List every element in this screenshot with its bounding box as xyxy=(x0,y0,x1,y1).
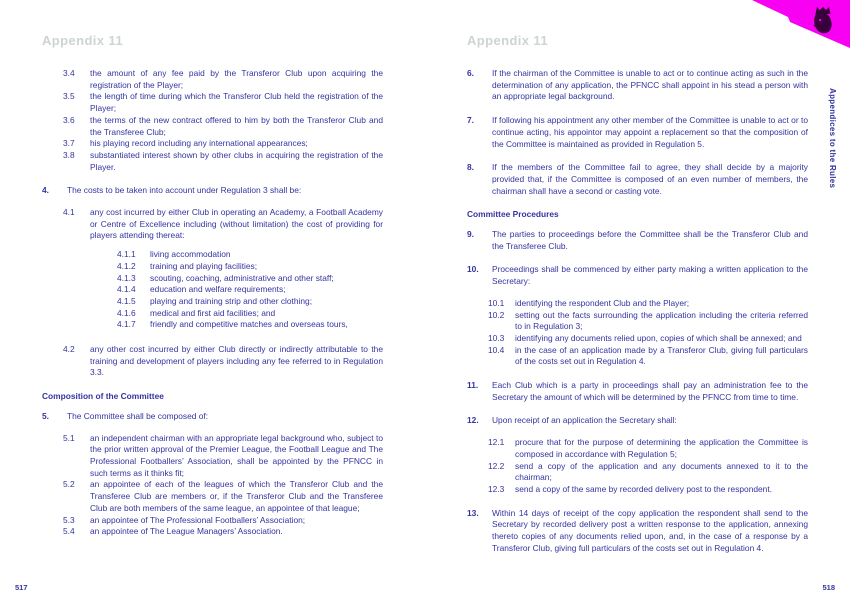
clause-text: identifying any documents relied upon, copies of which shall be annexed; and xyxy=(515,332,802,343)
page-number-right: 518 xyxy=(822,583,835,592)
clause-text: send a copy of the same by recorded delivery post to the respondent. xyxy=(515,483,772,494)
right-page-body xyxy=(467,68,808,555)
clause-9 xyxy=(467,229,808,252)
appendices-sidebar-label: Appendices to the Rules xyxy=(828,88,837,189)
clause-number: 10.3 xyxy=(488,332,505,343)
clause-6 xyxy=(467,68,808,103)
clause-12 xyxy=(467,415,808,427)
clause-12-1 xyxy=(467,437,808,460)
clause-7 xyxy=(467,115,808,150)
clause-4-2 xyxy=(42,344,383,379)
clause-text: any cost incurred by either Club in operating an Academy, a Football Academy or Centre of Excellence including (without limitation) the cost of providing for players attending thereat: xyxy=(90,207,383,241)
clause-number: 4.1.7 xyxy=(117,319,136,330)
clause-text: his playing record including any international appearances; xyxy=(90,138,308,149)
left-page-body xyxy=(42,68,383,538)
clause-5-3 xyxy=(42,515,383,527)
clause-text: training and playing facilities; xyxy=(150,260,258,271)
clause-5-2 xyxy=(42,479,383,514)
clause-number: 3.7 xyxy=(63,138,75,149)
clause-text: Upon receipt of an application the Secretary shall: xyxy=(492,415,677,426)
clause-number: 8. xyxy=(467,162,474,173)
clause-text: send a copy of the application and any documents annexed to it to the chairman; xyxy=(515,460,808,483)
clause-number: 5.2 xyxy=(63,479,75,490)
clause-number: 4.1.4 xyxy=(117,284,136,295)
clause-5-4 xyxy=(42,526,383,538)
clause-number: 4. xyxy=(42,185,49,196)
clause-number: 7. xyxy=(467,115,474,126)
clause-4-1-7 xyxy=(42,319,383,331)
clause-text: procure that for the purpose of determining the application the Committee is composed in accordance with Regulation 5; xyxy=(515,437,808,459)
clause-3-5 xyxy=(42,91,383,114)
clause-text: Each Club which is a party in proceedings shall pay an administration fee to the Secretary the amount of which will be determined by the PFNCC from time to time. xyxy=(492,380,808,402)
clause-text: living accommodation xyxy=(150,249,231,260)
clause-number: 10.1 xyxy=(488,297,505,308)
clause-text: Proceedings shall be commenced by either party making a written application to the Secretary: xyxy=(492,264,808,287)
clause-4 xyxy=(42,185,383,197)
clause-4-1-5 xyxy=(42,296,383,308)
clause-text: scouting, coaching, administrative and other staff; xyxy=(150,272,334,283)
appendix-header-left: Appendix 11 xyxy=(42,33,123,48)
clause-number: 4.1.6 xyxy=(117,307,136,318)
right-page xyxy=(425,0,850,603)
clause-text: substantiated interest shown by other clubs in acquiring the registration of the Player. xyxy=(90,149,383,172)
clause-number: 12. xyxy=(467,415,479,426)
clause-text: any other cost incurred by either Club directly or indirectly attributable to the training and development of players including any fee referred to in Regulation 3.3. xyxy=(90,344,383,378)
clause-8 xyxy=(467,162,808,197)
clause-number: 5.3 xyxy=(63,514,75,525)
clause-number: 5.4 xyxy=(63,526,75,537)
clause-text: an appointee of each of the leagues of which the Transferor Club and the Transferee Club are members or, if the Transferor Club and the Transferee Club are both members of the same league, an appointee of that league; xyxy=(90,479,383,513)
clause-text: education and welfare requirements; xyxy=(150,284,286,295)
clause-number: 5.1 xyxy=(63,432,75,443)
clause-4-1-2 xyxy=(42,261,383,273)
clause-number: 4.1.5 xyxy=(117,295,136,306)
clause-number: 3.4 xyxy=(63,68,75,78)
clause-number: 9. xyxy=(467,229,474,240)
clause-text: an appointee of The League Managers’ Association. xyxy=(90,526,283,537)
clause-number: 4.1.2 xyxy=(117,260,136,271)
clause-10 xyxy=(467,264,808,287)
clause-number: 3.6 xyxy=(63,114,75,125)
clause-text: medical and first aid facilities; and xyxy=(150,307,276,318)
clause-number: 5. xyxy=(42,410,49,421)
clause-4-1-4 xyxy=(42,284,383,296)
clause-text: friendly and competitive matches and overseas tours, xyxy=(150,319,348,330)
clause-number: 3.8 xyxy=(63,149,75,160)
clause-text: identifying the respondent Club and the Player; xyxy=(515,297,690,308)
clause-4-1-3 xyxy=(42,273,383,285)
clause-number: 4.1.1 xyxy=(117,249,136,260)
clause-number: 4.2 xyxy=(63,344,75,355)
clause-text: setting out the facts surrounding the application including the criteria referred to in Regulation 3; xyxy=(515,309,808,332)
clause-text: Within 14 days of receipt of the copy application the respondent shall send to the Secretary by recorded delivery post a written response to the application, annexing thereto copies of any documents relied upon, and, in the case of a response by a Transferor Club, giving full particulars of the costs set out in Regulation 4. xyxy=(492,507,808,553)
section-heading: Committee Procedures xyxy=(467,209,559,220)
clause-text: the amount of any fee paid by the Transferor Club upon acquiring the registration of the Player; xyxy=(90,68,383,90)
page-number-left: 517 xyxy=(15,583,28,592)
clause-10-4 xyxy=(467,345,808,368)
clause-13 xyxy=(467,508,808,555)
clause-4-1-6 xyxy=(42,308,383,320)
clause-number: 4.1 xyxy=(63,207,75,218)
clause-text: The parties to proceedings before the Committee shall be the Transferor Club and the Transferee Club. xyxy=(492,229,808,251)
clause-text: the terms of the new contract offered to him by both the Transferor Club and the Transferee Club; xyxy=(90,114,383,137)
clause-11 xyxy=(467,380,808,403)
section-heading: Composition of the Committee xyxy=(42,391,164,402)
clause-text: playing and training strip and other clothing; xyxy=(150,295,313,306)
clause-text: If the chairman of the Committee is unable to act or to continue acting as such in the determination of any application, the PFNCC shall appoint in his stead a person with an appropriate legal background. xyxy=(492,68,808,102)
clause-3-6 xyxy=(42,115,383,138)
clause-text: The Committee shall be composed of: xyxy=(67,410,209,421)
clause-text: in the case of an application made by a Transferor Club, giving full particulars of the costs set out in Regulation 4. xyxy=(515,344,808,367)
clause-number: 4.1.3 xyxy=(117,272,136,283)
clause-number: 10.4 xyxy=(488,344,505,355)
clause-number: 3.5 xyxy=(63,91,75,102)
premier-league-lion-icon xyxy=(812,7,834,34)
clause-10-2 xyxy=(467,310,808,333)
clause-text: an appointee of The Professional Footballers’ Association; xyxy=(90,514,306,525)
clause-number: 13. xyxy=(467,507,479,518)
clause-number: 11. xyxy=(467,380,479,391)
clause-number: 12.3 xyxy=(488,483,505,494)
clause-3-7 xyxy=(42,138,383,150)
clause-4-1 xyxy=(42,207,383,242)
clause-text: If the members of the Committee fail to agree, they shall decide by a majority provided that, if the Committee is composed of an even number of members, the chairman shall have a second or casting vote. xyxy=(492,162,808,196)
clause-12-3 xyxy=(467,484,808,496)
clause-number: 10. xyxy=(467,264,479,275)
appendix-header-right: Appendix 11 xyxy=(467,33,548,48)
clause-3-4 xyxy=(42,68,383,91)
clause-3-8 xyxy=(42,150,383,173)
clause-text: an independent chairman with an appropriate legal background who, subject to the prior written approval of the Premier League, the Football League and The Professional Footballers’ Association, shall be appointed by the PFNCC in such terms as it thinks fit; xyxy=(90,432,383,478)
clause-text: the length of time during which the Transferor Club held the registration of the Player; xyxy=(90,91,383,114)
clause-number: 10.2 xyxy=(488,309,505,320)
clause-4-1-1 xyxy=(42,249,383,261)
clause-number: 6. xyxy=(467,68,474,78)
clause-number: 12.1 xyxy=(488,437,505,448)
clause-number: 12.2 xyxy=(488,460,505,471)
clause-10-1 xyxy=(467,298,808,310)
clause-5 xyxy=(42,411,383,423)
clause-5-1 xyxy=(42,433,383,480)
clause-12-2 xyxy=(467,461,808,484)
clause-10-3 xyxy=(467,333,808,345)
clause-text: If following his appointment any other member of the Committee is unable to act or to continue acting, his appointor may appoint a replacement so that the composition of the Committee is maintained as provided in Regulation 5. xyxy=(492,115,808,149)
clause-text: The costs to be taken into account under Regulation 3 shall be: xyxy=(67,185,302,196)
